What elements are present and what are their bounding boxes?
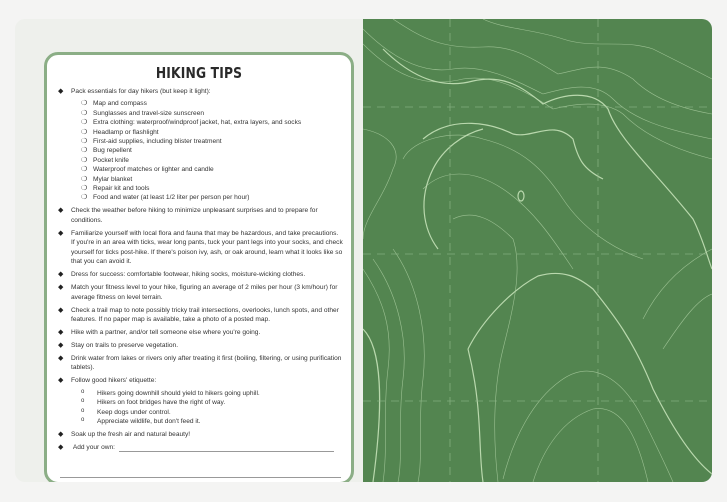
- write-in-line-2[interactable]: [60, 477, 341, 478]
- checklist-item[interactable]: ❍ Food and water (at least 1/2 liter per person per hour): [81, 194, 250, 202]
- checkbox-circle-icon: ❍: [81, 128, 88, 136]
- checklist-item[interactable]: ❍ Sunglasses and travel-size sunscreen: [81, 109, 205, 117]
- tip-item: [57, 328, 343, 337]
- checkbox-circle-icon: ❍: [81, 166, 88, 174]
- tip-text: Check a trail map to note possibly tricky trail intersections, overlooks, lunch spots, and other features. If no paper map is available, take a photo of a posted map.: [71, 306, 339, 323]
- tip-text: Soak up the fresh air and natural beauty!: [71, 430, 191, 438]
- checklist-item[interactable]: ❍ Mylar blanket: [81, 175, 133, 183]
- diamond-bullet-icon: ◆: [58, 354, 64, 362]
- tip-item: [57, 229, 343, 267]
- tip-item: [57, 270, 343, 279]
- checklist-item[interactable]: ❍ Waterproof matches or lighter and candle: [81, 166, 214, 174]
- etiquette-item: o Hikers going downhill should yield to hikers going uphill.: [81, 388, 260, 397]
- tip-item: [57, 354, 343, 373]
- circle-bullet-icon: o: [81, 416, 85, 423]
- diamond-bullet-icon: ◆: [58, 207, 64, 215]
- checkbox-circle-icon: ❍: [81, 109, 88, 117]
- tip-text: Match your fitness level to your hike, figuring an average of 2 miles per hour (3 km/hour) for average fitness on level terrain.: [71, 284, 338, 301]
- checklist-item[interactable]: ❍ Map and compass: [81, 100, 147, 108]
- checklist-item[interactable]: ❍ Bug repellent: [81, 147, 132, 155]
- etiquette-item: o Appreciate wildlife, but don't feed it.: [81, 416, 201, 425]
- tip-text: Follow good hikers' etiquette:: [71, 377, 157, 385]
- circle-bullet-icon: o: [81, 388, 85, 395]
- left-page: [15, 19, 363, 482]
- grid-lines: [363, 19, 712, 482]
- tip-item: [57, 87, 343, 203]
- add-your-own: [57, 443, 343, 452]
- etiquette-item: o Hikers on foot bridges have the right of way.: [81, 398, 226, 407]
- tip-item: [57, 376, 343, 426]
- hiking-tips-card: [44, 52, 354, 482]
- tip-text: Familiarize yourself with local flora and fauna that may be hazardous, and take precautions. If you're in an area with ticks, wear long pants, tuck your pant legs into your socks, and check yourself for ticks post-hike. If there's poison ivy, ash, or oak around, learn what it looks like so that you can avoid it.: [71, 229, 343, 266]
- diamond-bullet-icon: ◆: [58, 271, 64, 279]
- tips-list: [57, 87, 343, 456]
- tip-text: Drink water from lakes or rivers only after treating it first (boiling, filtering, or using purification tablets).: [71, 354, 342, 372]
- add-your-own-label: Add your own:: [72, 443, 115, 451]
- circle-bullet-icon: o: [81, 398, 85, 405]
- tip-item: [57, 306, 343, 325]
- checkbox-circle-icon: ❍: [81, 194, 88, 202]
- tip-item: [57, 283, 343, 302]
- diamond-bullet-icon: ◆: [58, 430, 64, 438]
- circle-bullet-icon: o: [81, 407, 85, 414]
- diamond-bullet-icon: ◆: [58, 88, 64, 95]
- etiquette-item: o Keep dogs under control.: [81, 407, 171, 416]
- index-contours: [363, 49, 712, 482]
- checkbox-circle-icon: ❍: [81, 119, 88, 127]
- tip-item: [57, 206, 343, 225]
- diamond-bullet-icon: ◆: [58, 229, 64, 237]
- diamond-bullet-icon: ◆: [58, 328, 64, 336]
- tip-text: Check the weather before hiking to minimize unpleasant surprises and to prepare for conditions.: [71, 207, 318, 224]
- checklist-item[interactable]: ❍ Headlamp or flashlight: [81, 128, 159, 136]
- diamond-bullet-icon: ◆: [58, 284, 64, 292]
- tip-item: [57, 430, 343, 439]
- checkbox-circle-icon: ❍: [81, 156, 88, 164]
- diamond-bullet-icon: ◆: [58, 306, 64, 314]
- checkbox-circle-icon: ❍: [81, 175, 88, 183]
- checklist-item[interactable]: ❍ Extra clothing: waterproof/windproof jacket, hat, extra layers, and socks: [81, 119, 302, 127]
- checkbox-circle-icon: ❍: [81, 147, 88, 155]
- write-in-line[interactable]: [119, 451, 334, 452]
- page-title: HIKING TIPS: [155, 64, 243, 82]
- contour-map: [363, 19, 712, 482]
- topographic-map-page: [363, 19, 712, 482]
- essentials-checklist: [71, 99, 343, 202]
- tip-text: Hike with a partner, and/or tell someone else where you're going.: [71, 328, 261, 336]
- checklist-item[interactable]: ❍ Pocket knife: [81, 156, 129, 164]
- diamond-bullet-icon: ◆: [58, 341, 64, 349]
- diamond-bullet-icon: ◆: [58, 377, 64, 385]
- tip-text: Stay on trails to preserve vegetation.: [71, 341, 179, 349]
- checkbox-circle-icon: ❍: [81, 100, 88, 108]
- checklist-item[interactable]: ❍ Repair kit and tools: [81, 185, 150, 193]
- checkbox-circle-icon: ❍: [81, 185, 88, 193]
- tip-item: [57, 341, 343, 350]
- tip-text: Dress for success: comfortable footwear, hiking socks, moisture-wicking clothes.: [71, 271, 306, 279]
- diamond-bullet-icon: ◆: [58, 443, 64, 451]
- checklist-item[interactable]: ❍ First-aid supplies, including blister treatment: [81, 138, 222, 146]
- checkbox-circle-icon: ❍: [81, 138, 88, 146]
- tip-text: Pack essentials for day hikers (but keep it light):: [71, 88, 211, 95]
- contour-lines: [363, 19, 712, 482]
- etiquette-list: [71, 389, 343, 427]
